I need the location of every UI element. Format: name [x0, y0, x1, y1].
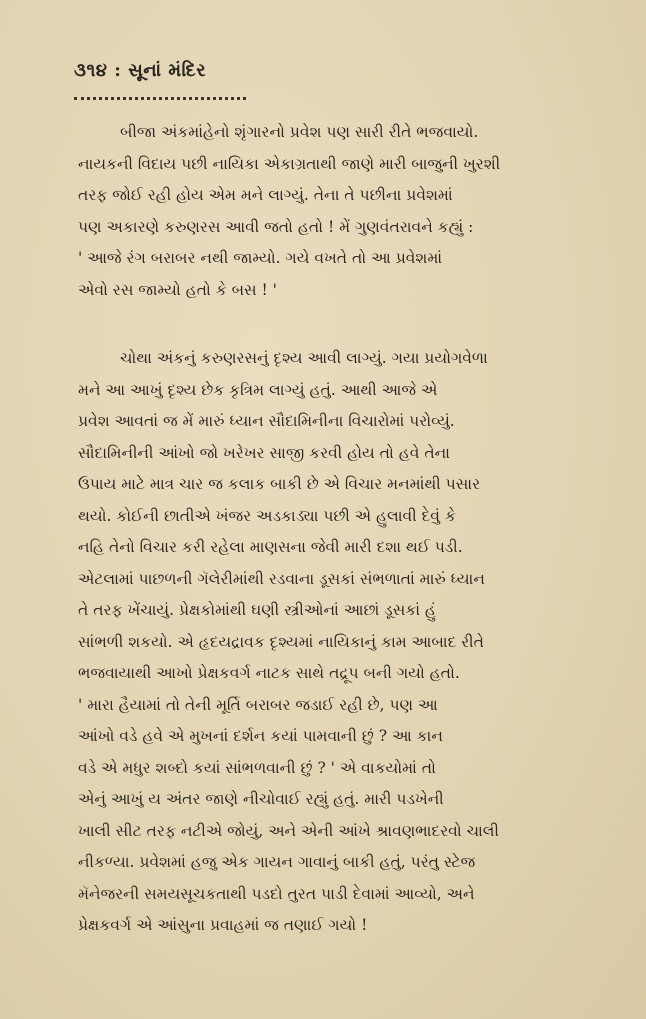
text-line: સાંભળી શકયો. એ હૃદયદ્રાવક દૃશ્યમાં નાયિકાનું કામ આબાદ રીતે	[78, 632, 484, 651]
dotted-rule	[74, 97, 246, 100]
text-line: નહિ તેનો વિચાર કરી રહેલા માણસના જેવી મારી દશા થઈ પડી.	[78, 538, 463, 556]
text-line: ' આજે રંગ બરાબર નથી જામ્યો. ગયે વખતે તો આ પ્રવેશમાં	[78, 249, 443, 267]
text-line: સૌદામિનીની આંખો જો ખરેખર સાજી કરવી હોય તો હવે તેના	[78, 443, 450, 462]
text-line: ખાલી સીટ તરફ નટીએ જોયું, અને એની આંખે શ્રાવણભાદરવો ચાલી	[78, 821, 499, 840]
page-number: ૩૧૪	[74, 60, 108, 81]
book-title: સૂનાં મંદિર	[128, 60, 206, 81]
text-line: ભજવાયાથી આખો પ્રેક્ષકવર્ગ નાટક સાથે તદ્રૂપ બની ગયો હતો.	[78, 664, 460, 682]
text-line: મૅનેજરની સમયસૂચકતાથી પડદો તુરત પાડી દેવામાં આવ્યો, અને	[78, 884, 475, 903]
text-line: ' મારા હૈયામાં તો તેની મૂર્તિ બરાબર જડાઈ રહી છે, પણ આ	[78, 695, 438, 714]
text-line: પ્રવેશ આવતાં જ મેં મારું ધ્યાન સૌદામિનીના વિચારોમાં પરોવ્યું.	[78, 412, 455, 430]
text-line: નીકળ્યા. પ્રવેશમાં હજુ એક ગાયન ગાવાનું બાકી હતું, પરંતુ સ્ટેજ	[78, 853, 476, 871]
text-line: પણ અકારણે કરુણરસ આવી જતો હતો ! મેં ગુણવંતરાવને કહ્યું :	[78, 217, 474, 236]
text-line: આંખો વડે હવે એ મુખનાં દર્શન કયાં પામવાની છું ? આ કાન	[78, 727, 443, 745]
text-line: બીજા અંકમાંહેનો શૃંગારનો પ્રવેશ પણ સારી રીતે ભજવાયો.	[120, 123, 479, 141]
text-line: થયો. કોઈની છાતીએ ખંજર અડકાડ્યા પછી એ હુલાવી દેવું કે	[78, 506, 456, 525]
paragraph	[78, 343, 600, 942]
paragraph	[78, 117, 600, 306]
text-line: વડે એ મધુર શબ્દો કયાં સાંભળવાની છું ? ' એ વાકયોમાં તો	[78, 758, 436, 777]
text-line: એટલામાં પાછળની ગૅલેરીમાંથી રડવાના ડૂસકાં સંભળાતાં મારું ધ્યાન	[78, 569, 485, 588]
text-line: ચોથા અંકનું કરુણરસનું દૃશ્ય આવી લાગ્યું. ગયા પ્રયોગવેળા	[120, 349, 488, 367]
header-separator: :	[114, 60, 122, 81]
running-head	[74, 60, 206, 81]
text-line: પ્રેક્ષકવર્ગ એ આંસુના પ્રવાહમાં જ તણાઈ ગયો !	[78, 916, 368, 934]
text-line: એવો રસ જામ્યો હતો કે બસ ! '	[78, 280, 277, 299]
text-line: તરફ જોઈ રહી હોય એમ મને લાગ્યું. તેના તે પછીના પ્રવેશમાં	[78, 186, 453, 204]
text-line: તે તરફ ખેંચાયું. પ્રેક્ષકોમાંથી ઘણી સ્ત્રીઓનાં આછાં ડૂસકાં હું	[78, 601, 436, 619]
text-line: ઉપાય માટે માત્ર ચાર જ કલાક બાકી છે એ વિચાર મનમાંથી પસાર	[78, 475, 481, 493]
text-line: મને આ આખું દૃશ્ય છેક કૃત્રિમ લાગ્યું હતું. આથી આજે એ	[78, 380, 438, 399]
text-line: એનું આખું ય અંતર જાણે નીચોવાઈ રહ્યું હતું. મારી પડખેની	[78, 790, 444, 808]
text-line: નાયકની વિદાય પછી નાયિકા એકાગ્રતાથી જાણે મારી બાજુની ખુરશી	[78, 154, 501, 173]
